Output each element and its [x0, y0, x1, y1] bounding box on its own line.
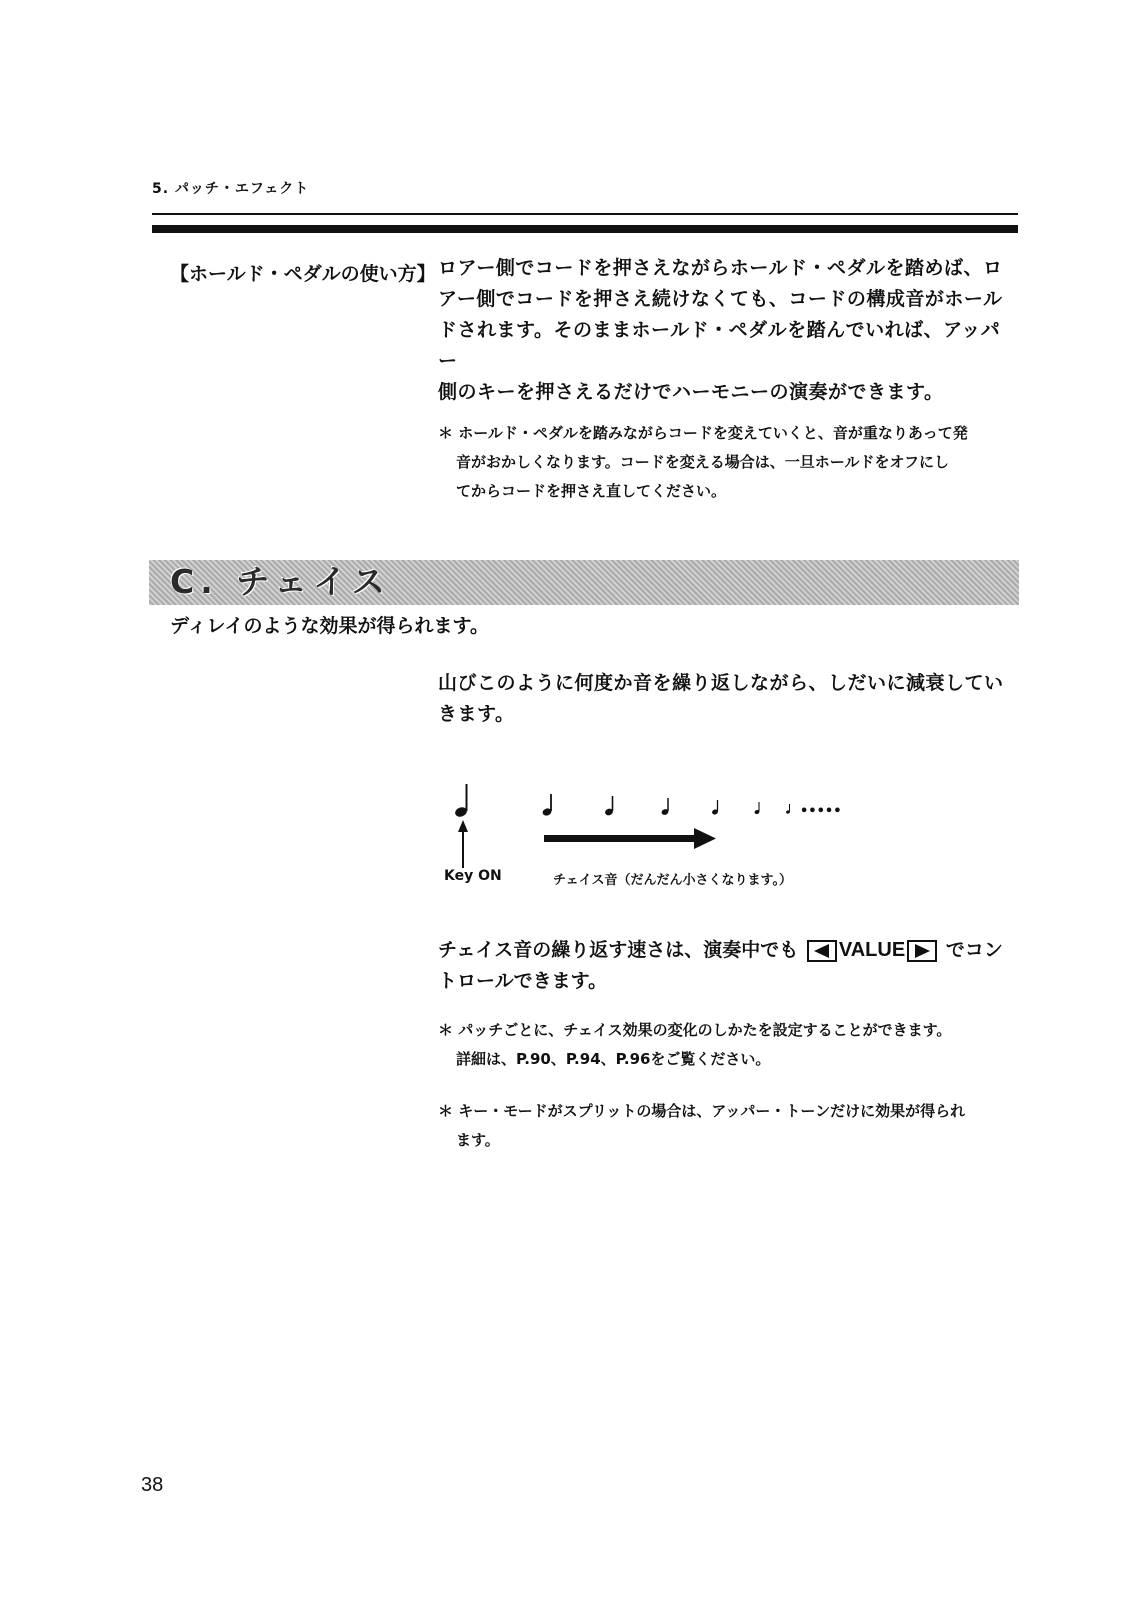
echo-note-icon: [786, 804, 791, 814]
paragraph-line: 山びこのように何度か音を繰り返しながら、しだいに減衰してい: [438, 672, 1004, 694]
note-line: ます。: [456, 1131, 500, 1149]
value-button-label: VALUE: [838, 939, 906, 961]
header-rule-thick: [152, 225, 1018, 233]
paragraph-line: アー側でコードを押さえ続けなくても、コードの構成音がホール: [438, 288, 1003, 310]
hold-pedal-paragraph: [438, 253, 1018, 408]
value-text-after: でコン: [945, 939, 1003, 961]
note-line: 音がおかしくなります。コードを変える場合は、一旦ホールドをオフにし: [456, 453, 950, 471]
value-decrement-button[interactable]: [807, 940, 837, 962]
paragraph-line: ロアー側でコードを押さえながらホールド・ペダルを踏めば、ロ: [438, 257, 1003, 279]
echo-note-icon: [542, 794, 553, 817]
hold-pedal-note: [438, 419, 1018, 506]
echo-note-icon: [661, 798, 669, 816]
echo-note-icon: [604, 796, 614, 816]
note-line: 詳細は、P.90、P.94、P.96をご覧ください。: [456, 1050, 771, 1068]
key-on-label: Key ON: [444, 868, 502, 884]
header-rule-thin: [152, 213, 1018, 215]
hold-pedal-heading: 【ホールド・ペダルの使い方】: [170, 263, 436, 285]
paragraph-line: [438, 935, 1038, 966]
section-label: 5. パッチ・エフェクト: [152, 181, 310, 197]
chase-note-1: [438, 1016, 1018, 1074]
chase-intro: ディレイのような効果が得られます。: [170, 615, 490, 637]
right-triangle-icon: [913, 944, 931, 958]
trailing-dots: •••••: [800, 804, 842, 819]
echo-note-icon: [711, 800, 718, 815]
value-increment-button[interactable]: [907, 940, 937, 962]
section-title: C. チェイス: [170, 562, 391, 601]
echo-note-icon: [754, 802, 760, 815]
decay-arrow: [544, 828, 716, 849]
chase-sound-label: チェイス音（だんだん小さくなります。）: [553, 873, 792, 888]
key-on-arrow: [458, 820, 468, 868]
paragraph-line: きます。: [438, 703, 515, 725]
key-on-note-icon: [454, 784, 468, 818]
note-line: ＊ ホールド・ペダルを踏みながらコードを変えていくと、音が重なりあって発: [438, 424, 968, 442]
note-line: ＊ キー・モードがスプリットの場合は、アッパー・トーンだけに効果が得られ: [438, 1102, 966, 1120]
paragraph-line: トロールできます。: [438, 970, 608, 992]
paragraph-line: 側のキーを押さえるだけでハーモニーの演奏ができます。: [438, 381, 944, 403]
note-line: ＊ パッチごとに、チェイス効果の変化のしかたを設定することができます。: [438, 1021, 952, 1039]
paragraph-line: ドされます。そのままホールド・ペダルを踏んでいれば、アッパー: [438, 319, 1001, 372]
note-line: てからコードを押さえ直してください。: [456, 482, 727, 500]
left-triangle-icon: [813, 944, 831, 958]
value-control-paragraph: [438, 935, 1038, 997]
value-text-before: チェイス音の繰り返す速さは、演奏中でも: [438, 939, 799, 961]
chase-note-2: [438, 1097, 1018, 1155]
chase-description: [438, 668, 1018, 730]
page-number: 38: [141, 1474, 164, 1496]
